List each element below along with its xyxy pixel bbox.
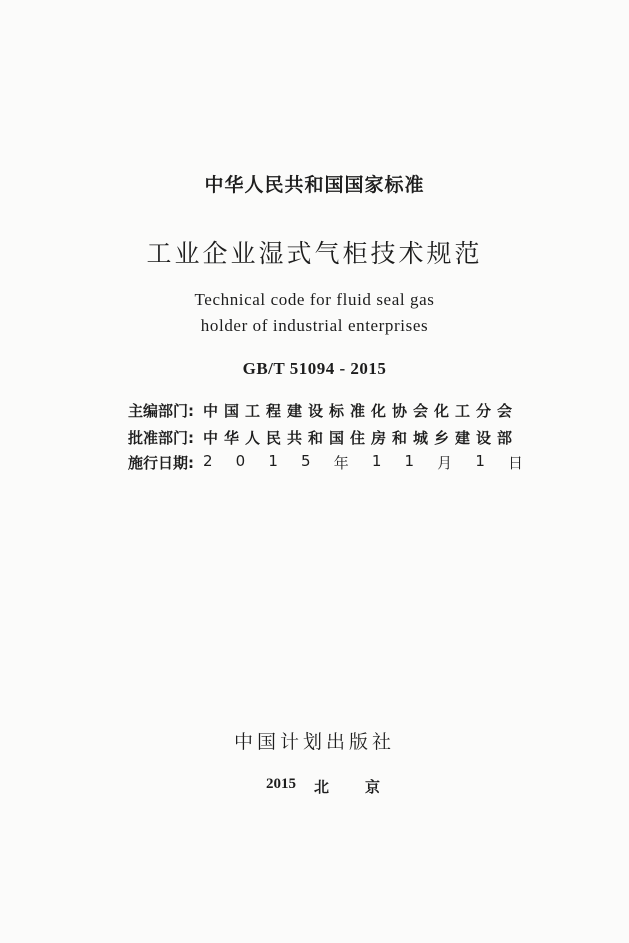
editor-row: [128, 400, 523, 424]
date-char: 1: [268, 452, 278, 470]
standard-title-english-line-1: Technical code for fluid seal gas: [194, 290, 435, 309]
effective-date-label: 施行日期:: [128, 454, 194, 472]
date-char: 1: [475, 452, 485, 470]
publication-place: [0, 776, 629, 798]
date-char: 0: [235, 452, 246, 470]
date-char: 1: [371, 452, 382, 470]
effective-date-value: [203, 452, 523, 473]
approver-row: [128, 427, 523, 451]
standard-code: GB/T 51094 - 2015: [242, 359, 387, 378]
editor-label: 主编部门:: [128, 402, 194, 420]
effective-date-row: [128, 452, 523, 476]
standard-title-english-line-2: holder of industrial enterprises: [200, 316, 429, 335]
standard-series-heading: 中华人民共和国国家标准: [204, 174, 425, 196]
date-char: 1: [404, 452, 415, 470]
approver-value: 中华人民共和国住房和城乡建设部: [203, 429, 519, 447]
approver-label: 批准部门:: [128, 429, 194, 447]
standard-title-chinese: 工业企业湿式气柜技术规范: [146, 239, 483, 268]
publication-year: 2015: [266, 776, 296, 792]
date-char: 5: [301, 452, 311, 470]
date-char: 2: [203, 452, 213, 470]
publisher-name: 中国计划出版社: [233, 731, 395, 753]
publication-city-char-1: 北: [314, 778, 330, 796]
date-char: 日: [507, 454, 523, 472]
date-char: 年: [333, 454, 349, 472]
publication-city-char-2: 京: [365, 778, 381, 796]
editor-value: 中国工程建设标准化协会化工分会: [203, 402, 519, 420]
date-char: 月: [437, 454, 453, 472]
